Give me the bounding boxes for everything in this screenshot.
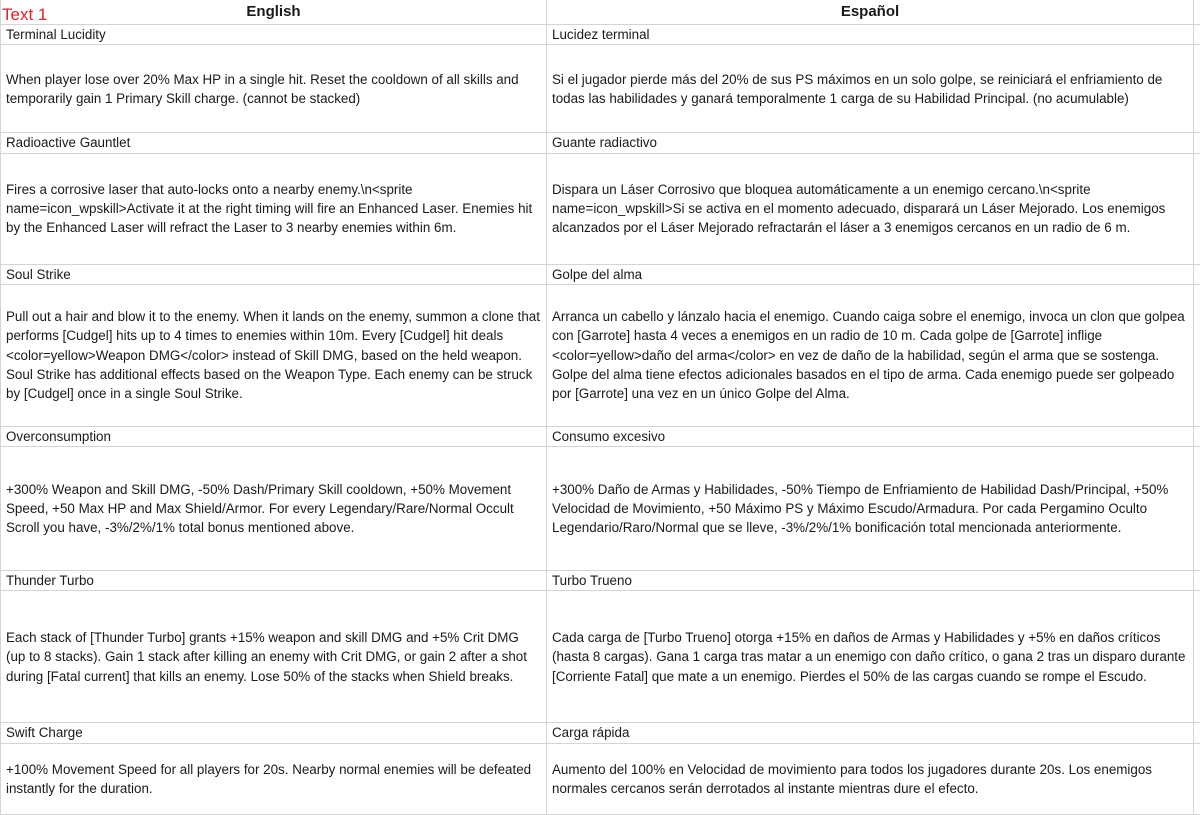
header-spanish[interactable] [547,0,1194,25]
table-row [1,284,1200,426]
english-text-cell[interactable]: +100% Movement Speed for all players for 20s. Nearby normal enemies will be defeated instantly for the duration. [1,743,547,814]
empty-cell[interactable] [1194,426,1200,446]
empty-cell[interactable] [1194,723,1200,743]
cell-label: Text 1 [2,5,48,24]
table-row [1,25,1200,45]
table-row [1,133,1200,153]
spanish-text-cell[interactable]: Arranca un cabello y lánzalo hacia el enemigo. Cuando caiga sobre el enemigo, invoca un clon que golpea con [Garrote] hasta 4 veces a enemigos en un radio de 10 m. Cada golpe de [Garrote] inflige <color=yellow>daño del arma</color> en vez de daño de la habilidad, según el arma que se sostenga. Golpe del alma tiene efectos adicionales basados en el tipo de arma. Cada enemigo puede ser golpeado por [Garrote] una vez en un único Golpe del Alma. [547,284,1194,426]
empty-cell[interactable] [1194,571,1200,591]
english-text-cell[interactable]: Fires a corrosive laser that auto-locks onto a nearby enemy.\n<sprite name=icon_wpskill>Activate it at the right timing will fire an Enhanced Laser. Enemies hit by the Enhanced Laser will refract the Laser to 3 nearby enemies within 6m. [1,153,547,264]
empty-cell[interactable] [1194,447,1200,571]
english-title-cell[interactable]: Thunder Turbo [1,571,547,591]
table-row [1,45,1200,133]
table-row [1,447,1200,571]
empty-cell[interactable] [1194,743,1200,814]
empty-cell[interactable] [1194,25,1200,45]
english-text-cell[interactable]: Each stack of [Thunder Turbo] grants +15% weapon and skill DMG and +5% Crit DMG (up to 8 stacks). Gain 1 stack after killing an enemy with Crit DMG, or gain 2 after a shot during [Fatal current] that kills an enemy. Lose 50% of the stacks when Shield breaks. [1,591,547,723]
empty-cell[interactable] [1194,591,1200,723]
english-title-cell[interactable]: Overconsumption [1,426,547,446]
english-title-cell[interactable]: Soul Strike [1,264,547,284]
english-text-cell[interactable]: When player lose over 20% Max HP in a single hit. Reset the cooldown of all skills and temporarily gain 1 Primary Skill charge. (cannot be stacked) [1,45,547,133]
header-english[interactable] [1,0,547,25]
table-row [1,571,1200,591]
english-title-cell[interactable]: Radioactive Gauntlet [1,133,547,153]
empty-cell[interactable] [1194,133,1200,153]
header-spanish-label: Español [840,3,900,21]
english-text-cell[interactable]: Pull out a hair and blow it to the enemy. When it lands on the enemy, summon a clone that performs [Cudgel] hits up to 4 times to enemies within 10m. Every [Cudgel] hit deals <color=yellow>Weapon DMG</color> instead of Skill DMG, based on the held weapon. Soul Strike has additional effects based on the Weapon Type. Each enemy can be struck by [Cudgel] once in a single Soul Strike. [1,284,547,426]
english-title-cell[interactable]: Terminal Lucidity [1,25,547,45]
table-row [1,426,1200,446]
empty-cell[interactable] [1194,264,1200,284]
empty-cell[interactable] [1194,153,1200,264]
table-row [1,723,1200,743]
spanish-text-cell[interactable]: Aumento del 100% en Velocidad de movimiento para todos los jugadores durante 20s. Los enemigos normales cercanos serán derrotados al instante mientras dure el efecto. [547,743,1194,814]
empty-cell[interactable] [1194,0,1200,25]
header-english-label: English [246,3,301,21]
spanish-title-cell[interactable]: Golpe del alma [547,264,1194,284]
empty-cell[interactable] [1194,284,1200,426]
empty-cell[interactable] [1194,45,1200,133]
spanish-title-cell[interactable]: Carga rápida [547,723,1194,743]
spanish-title-cell[interactable]: Turbo Trueno [547,571,1194,591]
spanish-title-cell[interactable]: Guante radiactivo [547,133,1194,153]
table-row [1,591,1200,723]
table-row [1,264,1200,284]
spanish-text-cell[interactable]: Dispara un Láser Corrosivo que bloquea automáticamente a un enemigo cercano.\n<sprite name=icon_wpskill>Si se activa en el momento adecuado, disparará un Láser Mejorado. Los enemigos alcanzados por el Láser Mejorado refractarán el láser a 3 enemigos cercanos en un radio de 6 m. [547,153,1194,264]
table-row [1,743,1200,814]
spanish-text-cell[interactable]: +300% Daño de Armas y Habilidades, -50% Tiempo de Enfriamiento de Habilidad Dash/Principal, +50% Velocidad de Movimiento, +50 Máximo PS y Máximo Escudo/Armadura. Por cada Pergamino Oculto Legendario/Raro/Normal que se lleve, -3%/2%/1% bonificación total mencionada anteriormente. [547,447,1194,571]
english-text-cell[interactable]: +300% Weapon and Skill DMG, -50% Dash/Primary Skill cooldown, +50% Movement Speed, +50 Max HP and Max Shield/Armor. For every Legendary/Rare/Normal Occult Scroll you have, -3%/2%/1% total bonus mentioned above. [1,447,547,571]
table-row [1,153,1200,264]
header-row [1,0,1200,25]
spanish-text-cell[interactable]: Si el jugador pierde más del 20% de sus PS máximos en un solo golpe, se reiniciará el enfriamiento de todas las habilidades y ganará temporalmente 1 carga de su Habilidad Principal. (no acumulable) [547,45,1194,133]
english-title-cell[interactable]: Swift Charge [1,723,547,743]
spanish-text-cell[interactable]: Cada carga de [Turbo Trueno] otorga +15% en daños de Armas y Habilidades y +5% en daños críticos (hasta 8 cargas). Gana 1 carga tras matar a un enemigo con daño crítico, o gana 2 tras un disparo durante [Corriente Fatal] que mate a un enemigo. Pierdes el 50% de las cargas cuando se rompe el Escudo. [547,591,1194,723]
spanish-title-cell[interactable]: Lucidez terminal [547,25,1194,45]
spanish-title-cell[interactable]: Consumo excesivo [547,426,1194,446]
